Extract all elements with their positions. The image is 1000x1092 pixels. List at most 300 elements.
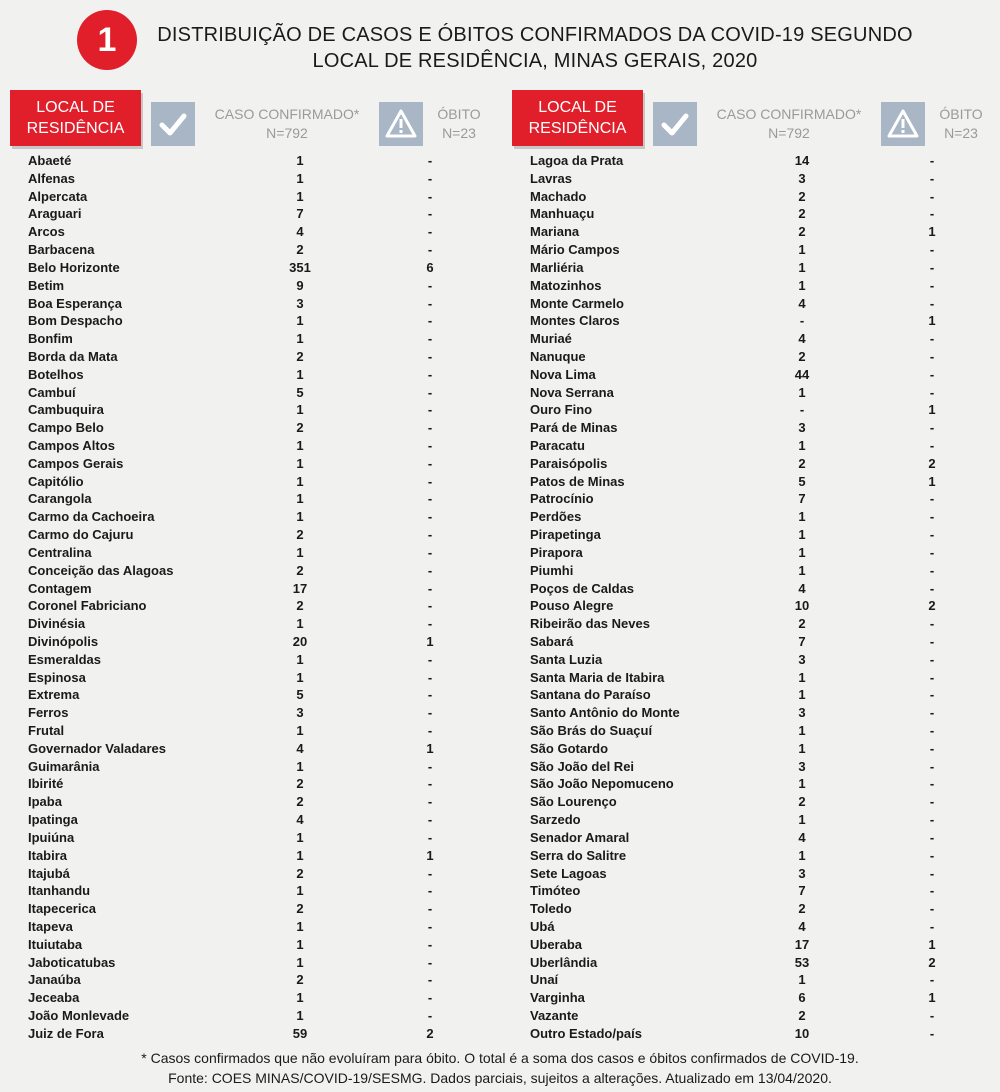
death-count: 2 <box>928 954 936 970</box>
table-row <box>10 847 500 865</box>
case-count: 1 <box>296 544 304 560</box>
death-count: 1 <box>426 633 434 649</box>
table-row <box>10 615 500 633</box>
caso-header-label: CASO CONFIRMADO* <box>214 106 360 122</box>
case-count: 1 <box>798 562 806 578</box>
case-count: 4 <box>798 918 806 934</box>
case-count: 2 <box>798 224 806 240</box>
case-count: 1 <box>798 509 806 525</box>
case-count: 2 <box>798 206 806 222</box>
table-row <box>512 330 1000 348</box>
case-count: 1 <box>296 669 304 685</box>
table-header <box>10 90 500 150</box>
obito-header <box>426 105 492 143</box>
table-row <box>512 865 1000 883</box>
death-count: - <box>929 384 935 400</box>
case-count: 2 <box>798 616 806 632</box>
case-count: 2 <box>296 348 304 364</box>
death-count: - <box>427 366 433 382</box>
table-row <box>10 366 500 384</box>
table-row <box>10 829 500 847</box>
death-count: - <box>427 331 433 347</box>
table-row <box>512 188 1000 206</box>
death-count: - <box>427 509 433 525</box>
case-count: 351 <box>289 259 311 275</box>
case-count: 1 <box>296 170 304 186</box>
death-count: 1 <box>426 740 434 756</box>
death-count: - <box>929 669 935 685</box>
municipality-name: São Lourenço <box>530 794 617 810</box>
municipality-name: Senador Amaral <box>530 829 630 845</box>
municipality-name: Ipaba <box>28 794 62 810</box>
case-count: 1 <box>798 242 806 258</box>
municipality-name: Itajubá <box>28 865 70 881</box>
table-row <box>512 775 1000 793</box>
death-count: - <box>427 829 433 845</box>
case-count: 7 <box>798 883 806 899</box>
death-count: - <box>427 936 433 952</box>
table-row <box>512 348 1000 366</box>
table-row <box>10 811 500 829</box>
municipality-name: Itabira <box>28 847 68 863</box>
case-count: 1 <box>296 954 304 970</box>
table-row <box>512 954 1000 972</box>
death-count: - <box>427 705 433 721</box>
table-row <box>512 740 1000 758</box>
table-row <box>512 633 1000 651</box>
case-count: 1 <box>296 847 304 863</box>
case-count: 1 <box>296 616 304 632</box>
table-row <box>512 811 1000 829</box>
table-header <box>512 90 1000 150</box>
municipality-name: Belo Horizonte <box>28 259 120 275</box>
case-count: 1 <box>798 544 806 560</box>
left-table <box>10 90 500 1041</box>
case-count: 7 <box>798 633 806 649</box>
death-count: - <box>929 847 935 863</box>
table-row <box>10 900 500 918</box>
municipality-name: Paraisópolis <box>530 455 608 471</box>
case-count: 1 <box>798 972 806 988</box>
table-row <box>10 954 500 972</box>
municipality-name: Marliéria <box>530 259 584 275</box>
case-count: 1 <box>296 491 304 507</box>
table-row <box>10 277 500 295</box>
municipality-name: Lagoa da Prata <box>530 153 624 168</box>
municipality-name: Toledo <box>530 901 572 917</box>
municipality-name: Ituiutaba <box>28 936 83 952</box>
municipality-name: Frutal <box>28 723 65 738</box>
municipality-name: Sabará <box>530 633 574 649</box>
table-row <box>512 580 1000 598</box>
table-row <box>512 419 1000 437</box>
local-header-line-1: LOCAL DE <box>36 99 115 116</box>
case-count: 1 <box>296 331 304 347</box>
case-count: 7 <box>798 491 806 507</box>
table-row <box>512 597 1000 615</box>
case-count: 1 <box>296 651 304 667</box>
death-count: - <box>929 812 935 828</box>
death-count: - <box>929 438 935 453</box>
table-row <box>10 312 500 330</box>
death-count: - <box>427 794 433 810</box>
death-count: - <box>427 242 433 258</box>
table-row <box>512 241 1000 259</box>
case-count: 2 <box>798 794 806 810</box>
death-count: - <box>929 491 935 507</box>
municipality-name: São Brás do Suaçuí <box>530 723 653 738</box>
right-table <box>512 90 1000 1041</box>
municipality-name: Divinópolis <box>28 633 99 649</box>
caso-header-count: N=792 <box>266 125 308 141</box>
case-count: 17 <box>794 936 810 952</box>
case-count: 1 <box>296 153 304 168</box>
table-row <box>10 882 500 900</box>
death-count: - <box>929 651 935 667</box>
municipality-name: Patos de Minas <box>530 473 625 489</box>
death-count: - <box>427 153 433 168</box>
case-count: 5 <box>798 473 806 489</box>
death-count: 1 <box>928 313 936 329</box>
case-count: 1 <box>798 740 806 756</box>
death-count: - <box>427 188 433 204</box>
death-count: - <box>929 776 935 792</box>
municipality-name: Patrocínio <box>530 491 594 507</box>
municipality-name: Juiz de Fora <box>28 1025 104 1041</box>
table-row <box>10 455 500 473</box>
left-rows <box>10 152 500 1043</box>
table-row <box>10 686 500 704</box>
obito-header-count: N=23 <box>442 125 476 141</box>
table-row <box>512 989 1000 1007</box>
municipality-name: Muriaé <box>530 331 572 347</box>
case-count: 14 <box>794 153 810 168</box>
table-row <box>512 722 1000 740</box>
caso-header <box>704 105 874 143</box>
municipality-name: Ipatinga <box>28 812 78 828</box>
table-row <box>10 722 500 740</box>
case-count: 2 <box>798 348 806 364</box>
death-count: - <box>427 206 433 222</box>
municipality-name: Alpercata <box>28 188 88 204</box>
case-count: 4 <box>296 740 304 756</box>
table-row <box>512 936 1000 954</box>
obito-header-label: ÓBITO <box>437 106 481 122</box>
table-row <box>10 669 500 687</box>
municipality-name: São João del Rei <box>530 758 635 774</box>
table-row <box>10 704 500 722</box>
death-count: - <box>427 1008 433 1023</box>
case-count: 4 <box>798 829 806 845</box>
local-header-line-1: LOCAL DE <box>538 99 617 116</box>
table-row <box>10 775 500 793</box>
table-row <box>10 330 500 348</box>
footer-note: * Casos confirmados que não evoluíram para óbito. O total é a soma dos casos e óbitos confirmados de COVID-19. <box>141 1050 859 1066</box>
footer <box>0 1048 1000 1088</box>
death-count: - <box>929 277 935 293</box>
case-count: 1 <box>296 509 304 525</box>
table-row <box>512 882 1000 900</box>
table-row <box>512 562 1000 580</box>
death-count: - <box>929 295 935 311</box>
case-count: 10 <box>794 1025 810 1041</box>
death-count: 1 <box>928 990 936 1006</box>
death-count: - <box>929 420 935 436</box>
death-count: - <box>929 170 935 186</box>
municipality-name: João Monlevade <box>28 1008 130 1023</box>
local-header-line-2: RESIDÊNCIA <box>26 120 125 137</box>
case-count: 2 <box>296 562 304 578</box>
death-count: - <box>427 723 433 738</box>
municipality-name: Ipuiúna <box>28 829 75 845</box>
case-count: 1 <box>798 259 806 275</box>
case-count: - <box>799 313 805 329</box>
table-row <box>512 384 1000 402</box>
table-row <box>10 401 500 419</box>
table-row <box>10 473 500 491</box>
case-count: 44 <box>794 366 810 382</box>
table-row <box>10 205 500 223</box>
death-count: - <box>929 687 935 703</box>
municipality-name: Conceição das Alagoas <box>28 562 174 578</box>
municipality-name: Pará de Minas <box>530 420 618 436</box>
table-row <box>10 437 500 455</box>
case-count: 1 <box>296 438 304 453</box>
case-count: 1 <box>798 812 806 828</box>
case-count: 1 <box>296 990 304 1006</box>
municipality-name: Divinésia <box>28 616 86 632</box>
death-count: - <box>427 384 433 400</box>
case-count: 1 <box>798 384 806 400</box>
table-row <box>10 544 500 562</box>
table-row <box>10 508 500 526</box>
table-row <box>512 295 1000 313</box>
case-count: 1 <box>296 473 304 489</box>
death-count: - <box>929 972 935 988</box>
table-row <box>512 490 1000 508</box>
death-count: - <box>427 277 433 293</box>
section-number-badge: 1 <box>77 10 137 70</box>
municipality-name: Pirapora <box>530 544 583 560</box>
municipality-name: Sete Lagoas <box>530 865 607 881</box>
death-count: - <box>427 687 433 703</box>
death-count: - <box>929 794 935 810</box>
table-row <box>512 686 1000 704</box>
death-count: - <box>929 633 935 649</box>
municipality-name: Bom Despacho <box>28 313 123 329</box>
death-count: - <box>427 420 433 436</box>
death-count: - <box>929 544 935 560</box>
death-count: - <box>427 473 433 489</box>
municipality-name: Santa Maria de Itabira <box>530 669 665 685</box>
case-count: 3 <box>798 420 806 436</box>
municipality-name: Ubá <box>530 918 555 934</box>
check-icon <box>151 102 195 146</box>
death-count: - <box>929 331 935 347</box>
table-row <box>512 259 1000 277</box>
case-count: 2 <box>296 242 304 258</box>
table-row <box>10 597 500 615</box>
case-count: 1 <box>296 829 304 845</box>
death-count: - <box>929 188 935 204</box>
death-count: - <box>427 491 433 507</box>
table-row <box>512 1007 1000 1025</box>
case-count: 3 <box>798 758 806 774</box>
death-count: - <box>427 651 433 667</box>
table-row <box>512 971 1000 989</box>
death-count: - <box>427 616 433 632</box>
local-header <box>512 90 643 146</box>
municipality-name: Itapeva <box>28 918 73 934</box>
case-count: 1 <box>296 883 304 899</box>
case-count: 4 <box>296 224 304 240</box>
municipality-name: Cambuquira <box>28 402 104 418</box>
municipality-name: Cambuí <box>28 384 76 400</box>
table-row <box>512 793 1000 811</box>
municipality-name: Santo Antônio do Monte <box>530 705 680 721</box>
table-row <box>10 241 500 259</box>
municipality-name: Carmo da Cachoeira <box>28 509 155 525</box>
death-count: - <box>929 242 935 258</box>
municipality-name: Pirapetinga <box>530 527 601 543</box>
table-row <box>512 544 1000 562</box>
obito-header-label: ÓBITO <box>939 106 983 122</box>
local-header <box>10 90 141 146</box>
table-row <box>512 152 1000 170</box>
case-count: 1 <box>798 438 806 453</box>
death-count: - <box>427 865 433 881</box>
table-row <box>512 277 1000 295</box>
municipality-name: Itapecerica <box>28 901 96 917</box>
death-count: - <box>929 206 935 222</box>
case-count: 1 <box>798 669 806 685</box>
death-count: 6 <box>426 259 434 275</box>
death-count: - <box>427 402 433 418</box>
death-count: - <box>929 580 935 596</box>
case-count: 2 <box>296 901 304 917</box>
death-count: 2 <box>426 1025 434 1041</box>
table-row <box>512 205 1000 223</box>
case-count: 3 <box>798 651 806 667</box>
table-row <box>10 170 500 188</box>
case-count: 1 <box>798 776 806 792</box>
case-count: 59 <box>292 1025 308 1041</box>
municipality-name: Vazante <box>530 1008 579 1023</box>
municipality-name: Carmo do Cajuru <box>28 527 134 543</box>
death-count: 1 <box>928 936 936 952</box>
table-row <box>512 366 1000 384</box>
case-count: 1 <box>798 277 806 293</box>
death-count: 2 <box>928 598 936 614</box>
table-row <box>512 847 1000 865</box>
municipality-name: Barbacena <box>28 242 95 258</box>
case-count: 17 <box>292 580 308 596</box>
table-row <box>10 936 500 954</box>
death-count: 1 <box>928 224 936 240</box>
municipality-name: Campos Altos <box>28 438 115 453</box>
case-count: 4 <box>798 331 806 347</box>
case-count: 6 <box>798 990 806 1006</box>
death-count: - <box>427 438 433 453</box>
municipality-name: Carangola <box>28 491 92 507</box>
municipality-name: Alfenas <box>28 170 75 186</box>
table-row <box>10 580 500 598</box>
death-count: - <box>929 509 935 525</box>
municipality-name: Extrema <box>28 687 80 703</box>
municipality-name: Manhuaçu <box>530 206 595 222</box>
death-count: - <box>929 366 935 382</box>
municipality-name: Nanuque <box>530 348 586 364</box>
table-row <box>10 633 500 651</box>
municipality-name: Lavras <box>530 170 572 186</box>
municipality-name: Ferros <box>28 705 69 721</box>
death-count: - <box>427 669 433 685</box>
death-count: - <box>427 598 433 614</box>
case-count: 2 <box>296 527 304 543</box>
municipality-name: Matozinhos <box>530 277 602 293</box>
case-count: 20 <box>292 633 308 649</box>
municipality-name: Timóteo <box>530 883 581 899</box>
case-count: 1 <box>798 527 806 543</box>
death-count: - <box>427 170 433 186</box>
table-row <box>10 1007 500 1025</box>
death-count: - <box>929 527 935 543</box>
case-count: 1 <box>798 723 806 738</box>
municipality-name: Contagem <box>28 580 92 596</box>
table-row <box>10 740 500 758</box>
caso-header-count: N=792 <box>768 125 810 141</box>
table-row <box>512 1025 1000 1043</box>
table-row <box>10 865 500 883</box>
municipality-name: Piumhi <box>530 562 574 578</box>
case-count: 1 <box>296 188 304 204</box>
case-count: 1 <box>296 402 304 418</box>
table-row <box>10 758 500 776</box>
municipality-name: Itanhandu <box>28 883 91 899</box>
municipality-name: Guimarânia <box>28 758 100 774</box>
table-row <box>10 152 500 170</box>
table-row <box>512 900 1000 918</box>
case-count: 1 <box>296 918 304 934</box>
municipality-name: Uberaba <box>530 936 583 952</box>
municipality-name: Mário Campos <box>530 242 620 258</box>
table-row <box>512 437 1000 455</box>
death-count: - <box>929 153 935 168</box>
death-count: 1 <box>928 473 936 489</box>
case-count: 1 <box>798 687 806 703</box>
table-row <box>512 829 1000 847</box>
municipality-name: São Gotardo <box>530 740 609 756</box>
death-count: - <box>929 616 935 632</box>
death-count: - <box>427 580 433 596</box>
case-count: 1 <box>296 1008 304 1023</box>
municipality-name: Betim <box>28 277 65 293</box>
municipality-name: Ouro Fino <box>530 402 593 418</box>
death-count: - <box>427 224 433 240</box>
case-count: 3 <box>798 705 806 721</box>
table-row <box>512 401 1000 419</box>
municipality-name: Monte Carmelo <box>530 295 624 311</box>
death-count: - <box>427 776 433 792</box>
municipality-name: Mariana <box>530 224 580 240</box>
table-row <box>10 188 500 206</box>
death-count: - <box>427 901 433 917</box>
death-count: - <box>929 865 935 881</box>
table-row <box>512 918 1000 936</box>
table-row <box>10 562 500 580</box>
table-row <box>512 704 1000 722</box>
table-row <box>10 295 500 313</box>
